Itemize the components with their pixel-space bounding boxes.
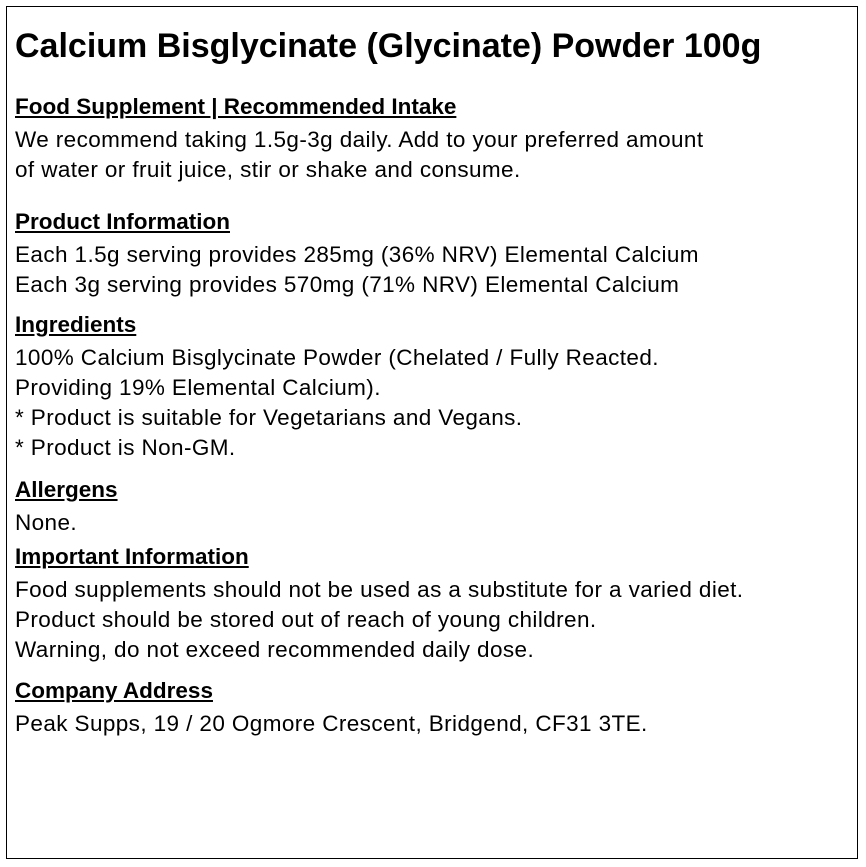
ingredients-line: * Product is suitable for Vegetarians and Vegans. xyxy=(15,405,523,430)
recommended-intake-line: of water or fruit juice, stir or shake and consume. xyxy=(15,157,521,182)
section-heading-allergens: Allergens xyxy=(15,477,118,502)
company-address-line: Peak Supps, 19 / 20 Ogmore Crescent, Bridgend, CF31 3TE. xyxy=(15,711,648,736)
recommended-intake-line: We recommend taking 1.5g-3g daily. Add to your preferred amount xyxy=(15,127,704,152)
ingredients-line: 100% Calcium Bisglycinate Powder (Chelated / Fully Reacted. xyxy=(15,345,659,370)
product-information-line: Each 3g serving provides 570mg (71% NRV) Elemental Calcium xyxy=(15,272,680,297)
allergens-line: None. xyxy=(15,510,78,535)
section-heading-important-information: Important Information xyxy=(15,544,249,569)
section-heading-recommended-intake: Food Supplement | Recommended Intake xyxy=(15,94,457,119)
ingredients-line: Providing 19% Elemental Calcium). xyxy=(15,375,381,400)
section-heading-product-information: Product Information xyxy=(15,209,230,234)
section-heading-company-address: Company Address xyxy=(15,678,213,703)
ingredients-line: * Product is Non-GM. xyxy=(15,435,236,460)
product-information-line: Each 1.5g serving provides 285mg (36% NRV) Elemental Calcium xyxy=(15,242,699,267)
important-information-line: Food supplements should not be used as a substitute for a varied diet. xyxy=(15,577,744,602)
section-heading-ingredients: Ingredients xyxy=(15,312,137,337)
product-title: Calcium Bisglycinate (Glycinate) Powder 100g xyxy=(15,27,762,65)
important-information-line: Product should be stored out of reach of young children. xyxy=(15,607,597,632)
important-information-line: Warning, do not exceed recommended daily dose. xyxy=(15,637,535,662)
